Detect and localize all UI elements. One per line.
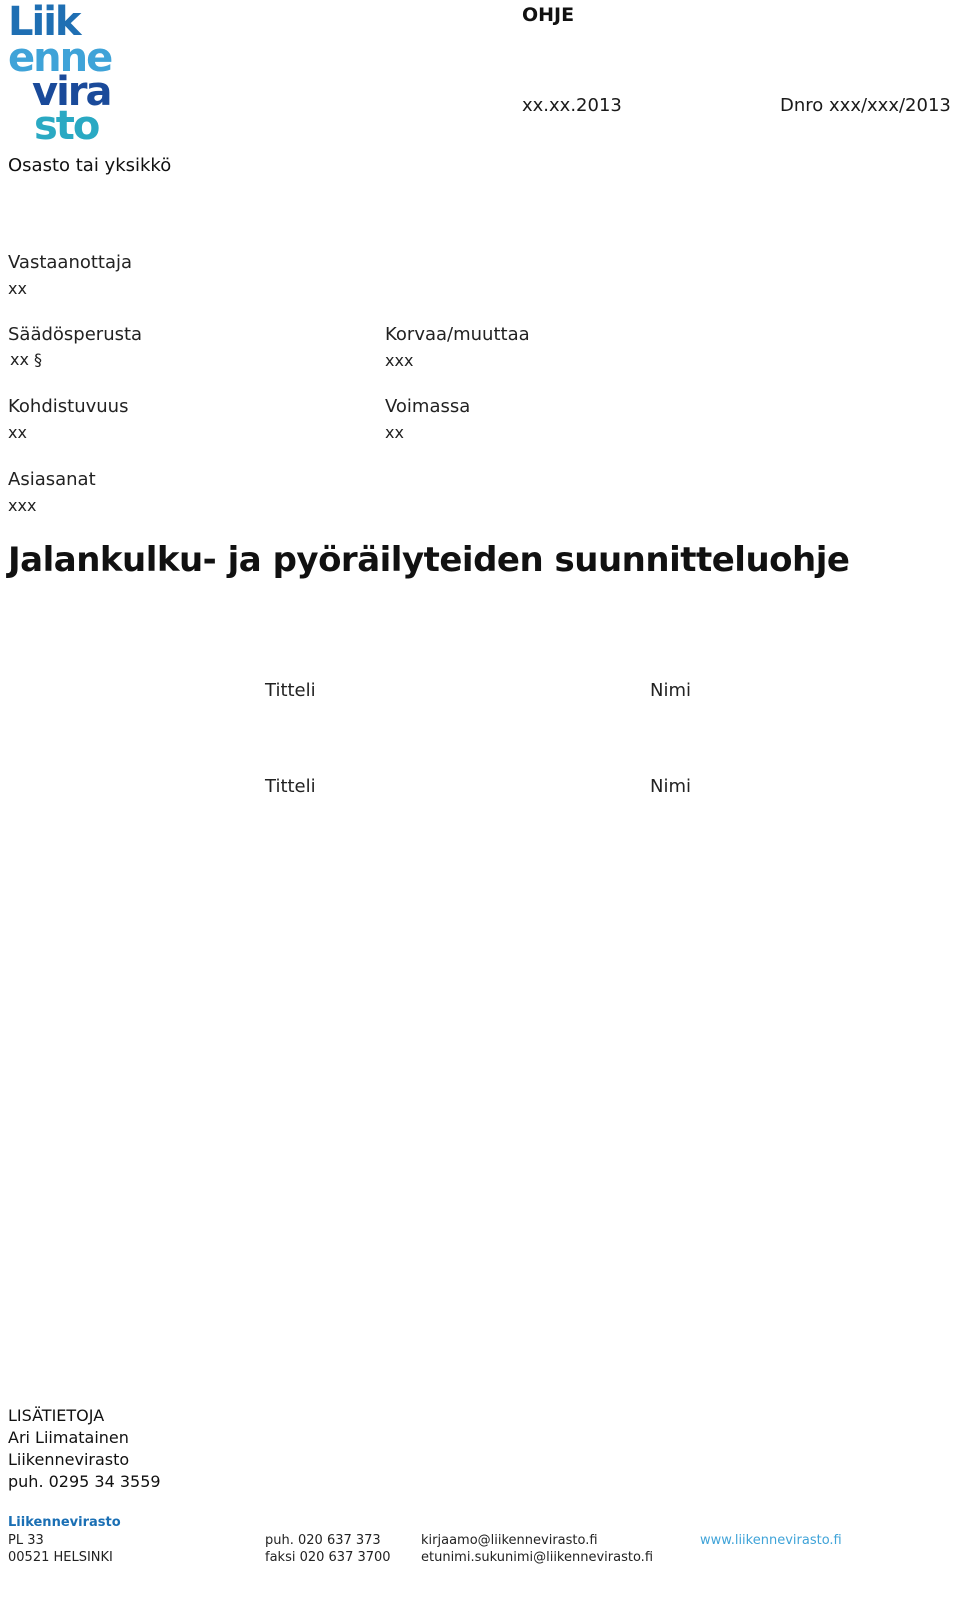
- document-title: Jalankulku- ja pyöräilyteiden suunnitteluohje: [8, 540, 850, 580]
- footer-brand: Liikennevirasto: [8, 1515, 121, 1530]
- liikennevirasto-logo: [8, 0, 138, 150]
- keywords-label: Asiasanat: [8, 469, 96, 490]
- logo-text-line-1: Liik: [8, 0, 80, 45]
- footer-fax: faksi 020 637 3700: [265, 1550, 391, 1565]
- footer-website-link[interactable]: www.liikennevirasto.fi: [700, 1533, 842, 1548]
- legal-basis-label: Säädösperusta: [8, 324, 143, 345]
- document-number: Dnro xxx/xxx/2013: [780, 95, 951, 116]
- signature-name-2: Nimi: [650, 776, 692, 797]
- replaces-value: xxx: [385, 351, 414, 370]
- signature-title-2: Titteli: [265, 776, 316, 797]
- info-heading: LISÄTIETOJA: [8, 1406, 105, 1425]
- recipient-label: Vastaanottaja: [8, 252, 133, 273]
- footer-address-line-2: 00521 HELSINKI: [8, 1550, 113, 1565]
- legal-basis-value: xx §: [10, 350, 43, 369]
- footer-address-line-1: PL 33: [8, 1533, 44, 1548]
- footer-email-format: etunimi.sukunimi@liikennevirasto.fi: [421, 1550, 654, 1565]
- scope-label: Kohdistuvuus: [8, 396, 129, 417]
- footer-phone: puh. 020 637 373: [265, 1533, 381, 1548]
- info-phone: puh. 0295 34 3559: [8, 1472, 161, 1491]
- valid-label: Voimassa: [385, 396, 471, 417]
- keywords-value: xxx: [8, 496, 37, 515]
- info-organization: Liikennevirasto: [8, 1450, 130, 1469]
- info-person: Ari Liimatainen: [8, 1428, 129, 1447]
- replaces-label: Korvaa/muuttaa: [385, 324, 530, 345]
- signature-title-1: Titteli: [265, 680, 316, 701]
- footer-email-registry[interactable]: kirjaamo@liikennevirasto.fi: [421, 1533, 598, 1548]
- logo-text-line-3: vira: [32, 69, 111, 115]
- document-type: OHJE: [522, 4, 575, 26]
- logo-text-line-2: enne: [8, 35, 112, 81]
- logo-text-line-4: sto: [34, 103, 99, 149]
- signature-name-1: Nimi: [650, 680, 692, 701]
- scope-value: xx: [8, 423, 27, 442]
- department-unit: Osasto tai yksikkö: [8, 155, 172, 176]
- valid-value: xx: [385, 423, 404, 442]
- recipient-value: xx: [8, 279, 27, 298]
- document-date: xx.xx.2013: [522, 95, 622, 116]
